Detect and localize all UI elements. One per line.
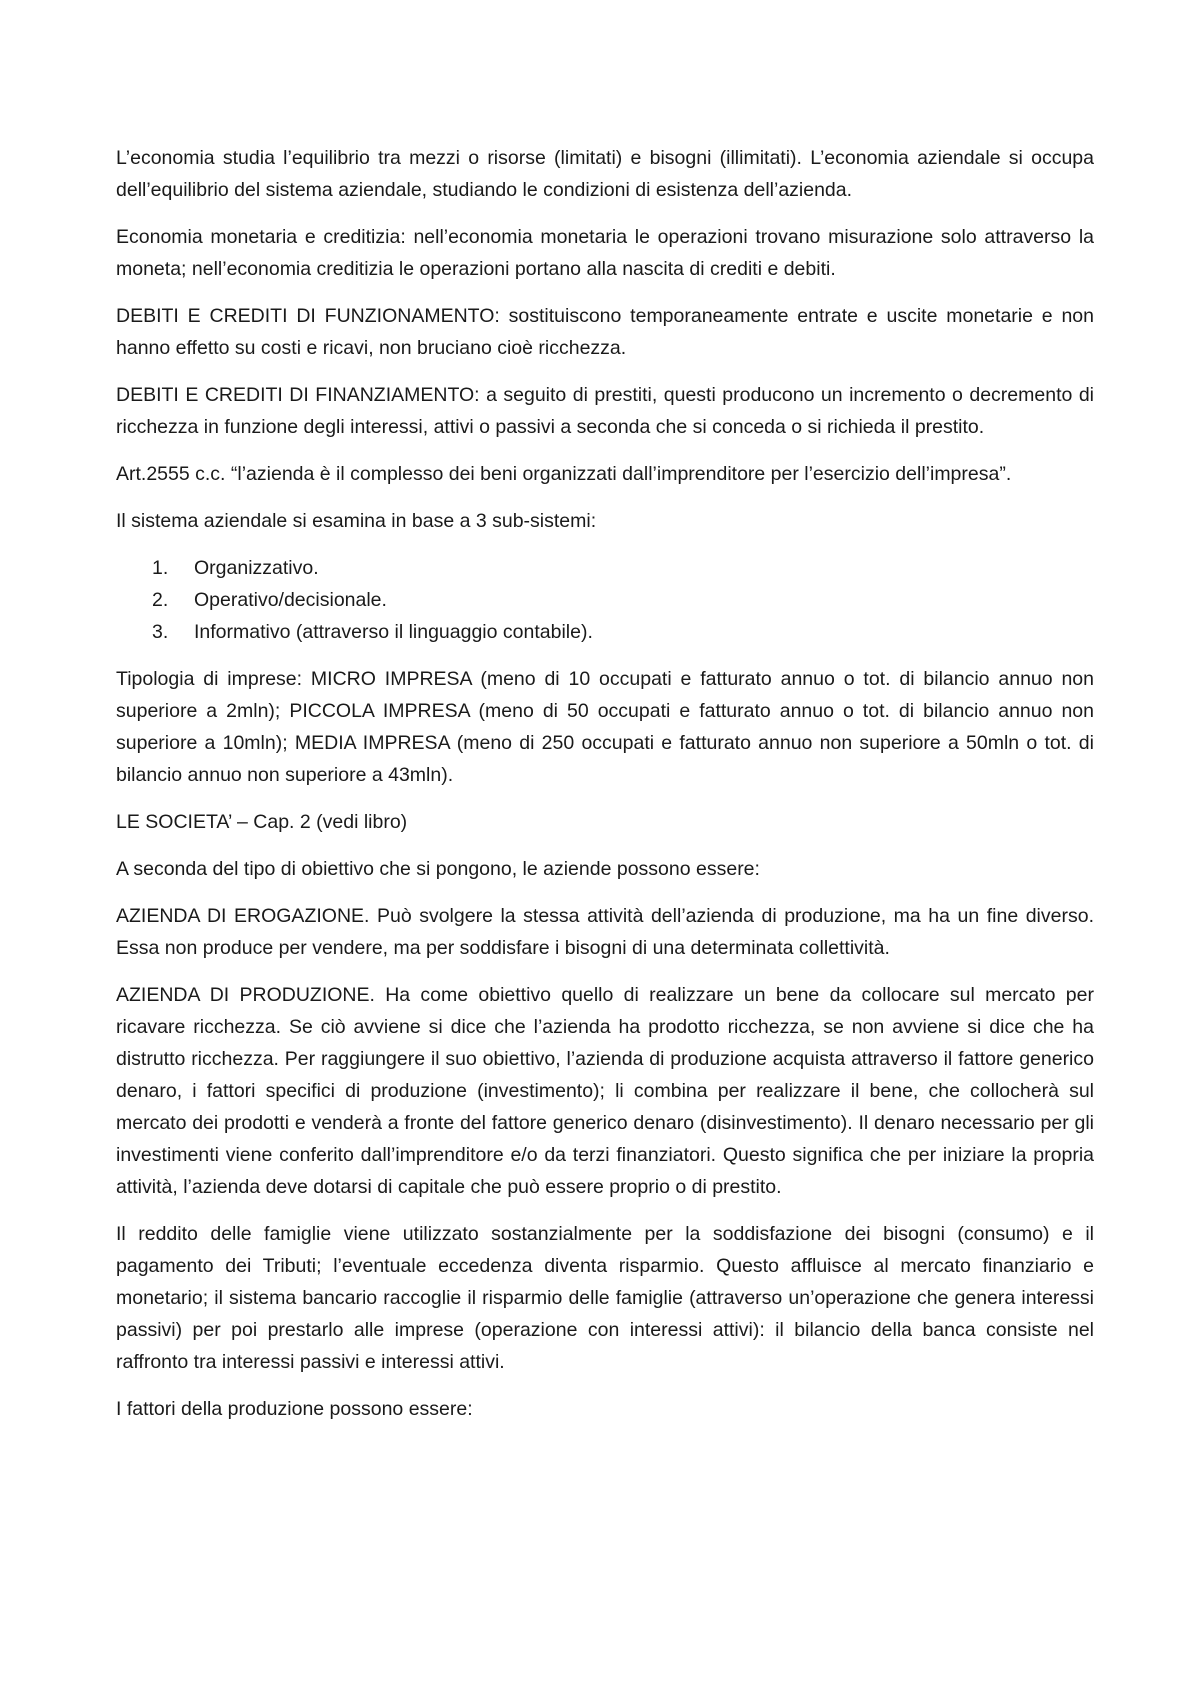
list-number: 2. [152, 589, 169, 611]
paragraph-intro: L’economia studia l’equilibrio tra mezzi o risorse (limitati) e bisogni (illimitati). L’economia aziendale si occupa dell’equilibrio del sistema aziendale, studiando le condizioni di esistenza dell’azienda. [116, 147, 1094, 201]
paragraph-tipologia-imprese: Tipologia di imprese: MICRO IMPRESA (meno di 10 occupati e fatturato annuo o tot. di bilancio annuo non superiore a 2mln); PICCOLA IMPRESA (meno di 50 occupati e fatturato annuo o tot. di bilancio annuo non superiore a 10mln); MEDIA IMPRESA (meno di 250 occupati e fatturato annuo non superiore a 50mln o tot. di bilancio annuo non superiore a 43mln). [116, 668, 1094, 786]
list-number: 3. [152, 621, 169, 643]
paragraph-le-societa: LE SOCIETA’ – Cap. 2 (vedi libro) [116, 811, 408, 833]
paragraph-tipo-obiettivo: A seconda del tipo di obiettivo che si pongono, le aziende possono essere: [116, 858, 760, 880]
paragraph-fattori-produzione: I fattori della produzione possono essere: [116, 1398, 473, 1420]
paragraph-sub-sistemi: Il sistema aziendale si esamina in base a 3 sub-sistemi: [116, 510, 597, 532]
list-item [116, 616, 1094, 648]
list-item [116, 552, 1094, 584]
paragraph-azienda-produzione: AZIENDA DI PRODUZIONE. Ha come obiettivo quello di realizzare un bene da collocare sul mercato per ricavare ricchezza. Se ciò avviene si dice che l’azienda ha prodotto ricchezza, se non avviene si dice che ha distrutto ricchezza. Per raggiungere il suo obiettivo, l’azienda di produzione acquista attraverso il fattore generico denaro, i fattori specifici di produzione (investimento); li combina per realizzare il bene, che collocherà sul mercato dei prodotti e venderà a fronte del fattore generico denaro (disinvestimento). Il denaro necessario per gli investimenti viene conferito dall’imprenditore e/o da terzi finanziatori. Questo significa che per iniziare la propria attività, l’azienda deve dotarsi di capitale che può essere proprio o di prestito. [116, 984, 1094, 1198]
list-number: 1. [152, 557, 169, 579]
list-text: Operativo/decisionale. [194, 589, 387, 611]
paragraph-economia-monetaria: Economia monetaria e creditizia: nell’economia monetaria le operazioni trovano misurazione solo attraverso la moneta; nell’economia creditizia le operazioni portano alla nascita di crediti e debiti. [116, 226, 1094, 280]
list-text: Informativo (attraverso il linguaggio contabile). [194, 621, 593, 643]
paragraph-debiti-finanziamento: DEBITI E CREDITI DI FINANZIAMENTO: a seguito di prestiti, questi producono un incremento o decremento di ricchezza in funzione degli interessi, attivi o passivi a seconda che si conceda o si richieda il prestito. [116, 384, 1094, 438]
list-item [116, 584, 1094, 616]
paragraph-reddito-famiglie: Il reddito delle famiglie viene utilizzato sostanzialmente per la soddisfazione dei bisogni (consumo) e il pagamento dei Tributi; l’eventuale eccedenza diventa risparmio. Questo affluisce al mercato finanziario e monetario; il sistema bancario raccoglie il risparmio delle famiglie (attraverso un’operazione che genera interessi passivi) per poi prestarlo alle imprese (operazione con interessi attivi): il bilancio della banca consiste nel raffronto tra interessi passivi e interessi attivi. [116, 1223, 1094, 1373]
paragraph-azienda-erogazione: AZIENDA DI EROGAZIONE. Può svolgere la stessa attività dell’azienda di produzione, ma ha un fine diverso. Essa non produce per vendere, ma per soddisfare i bisogni di una determinata collettività. [116, 905, 1094, 959]
numbered-list [116, 552, 1094, 648]
paragraph-art-2555: Art.2555 c.c. “l’azienda è il complesso dei beni organizzati dall’imprenditore per l’esercizio dell’impresa”. [116, 463, 1012, 485]
paragraph-debiti-funzionamento: DEBITI E CREDITI DI FUNZIONAMENTO: sostituiscono temporaneamente entrate e uscite monetarie e non hanno effetto su costi e ricavi, non bruciano cioè ricchezza. [116, 305, 1094, 359]
list-text: Organizzativo. [194, 557, 319, 579]
